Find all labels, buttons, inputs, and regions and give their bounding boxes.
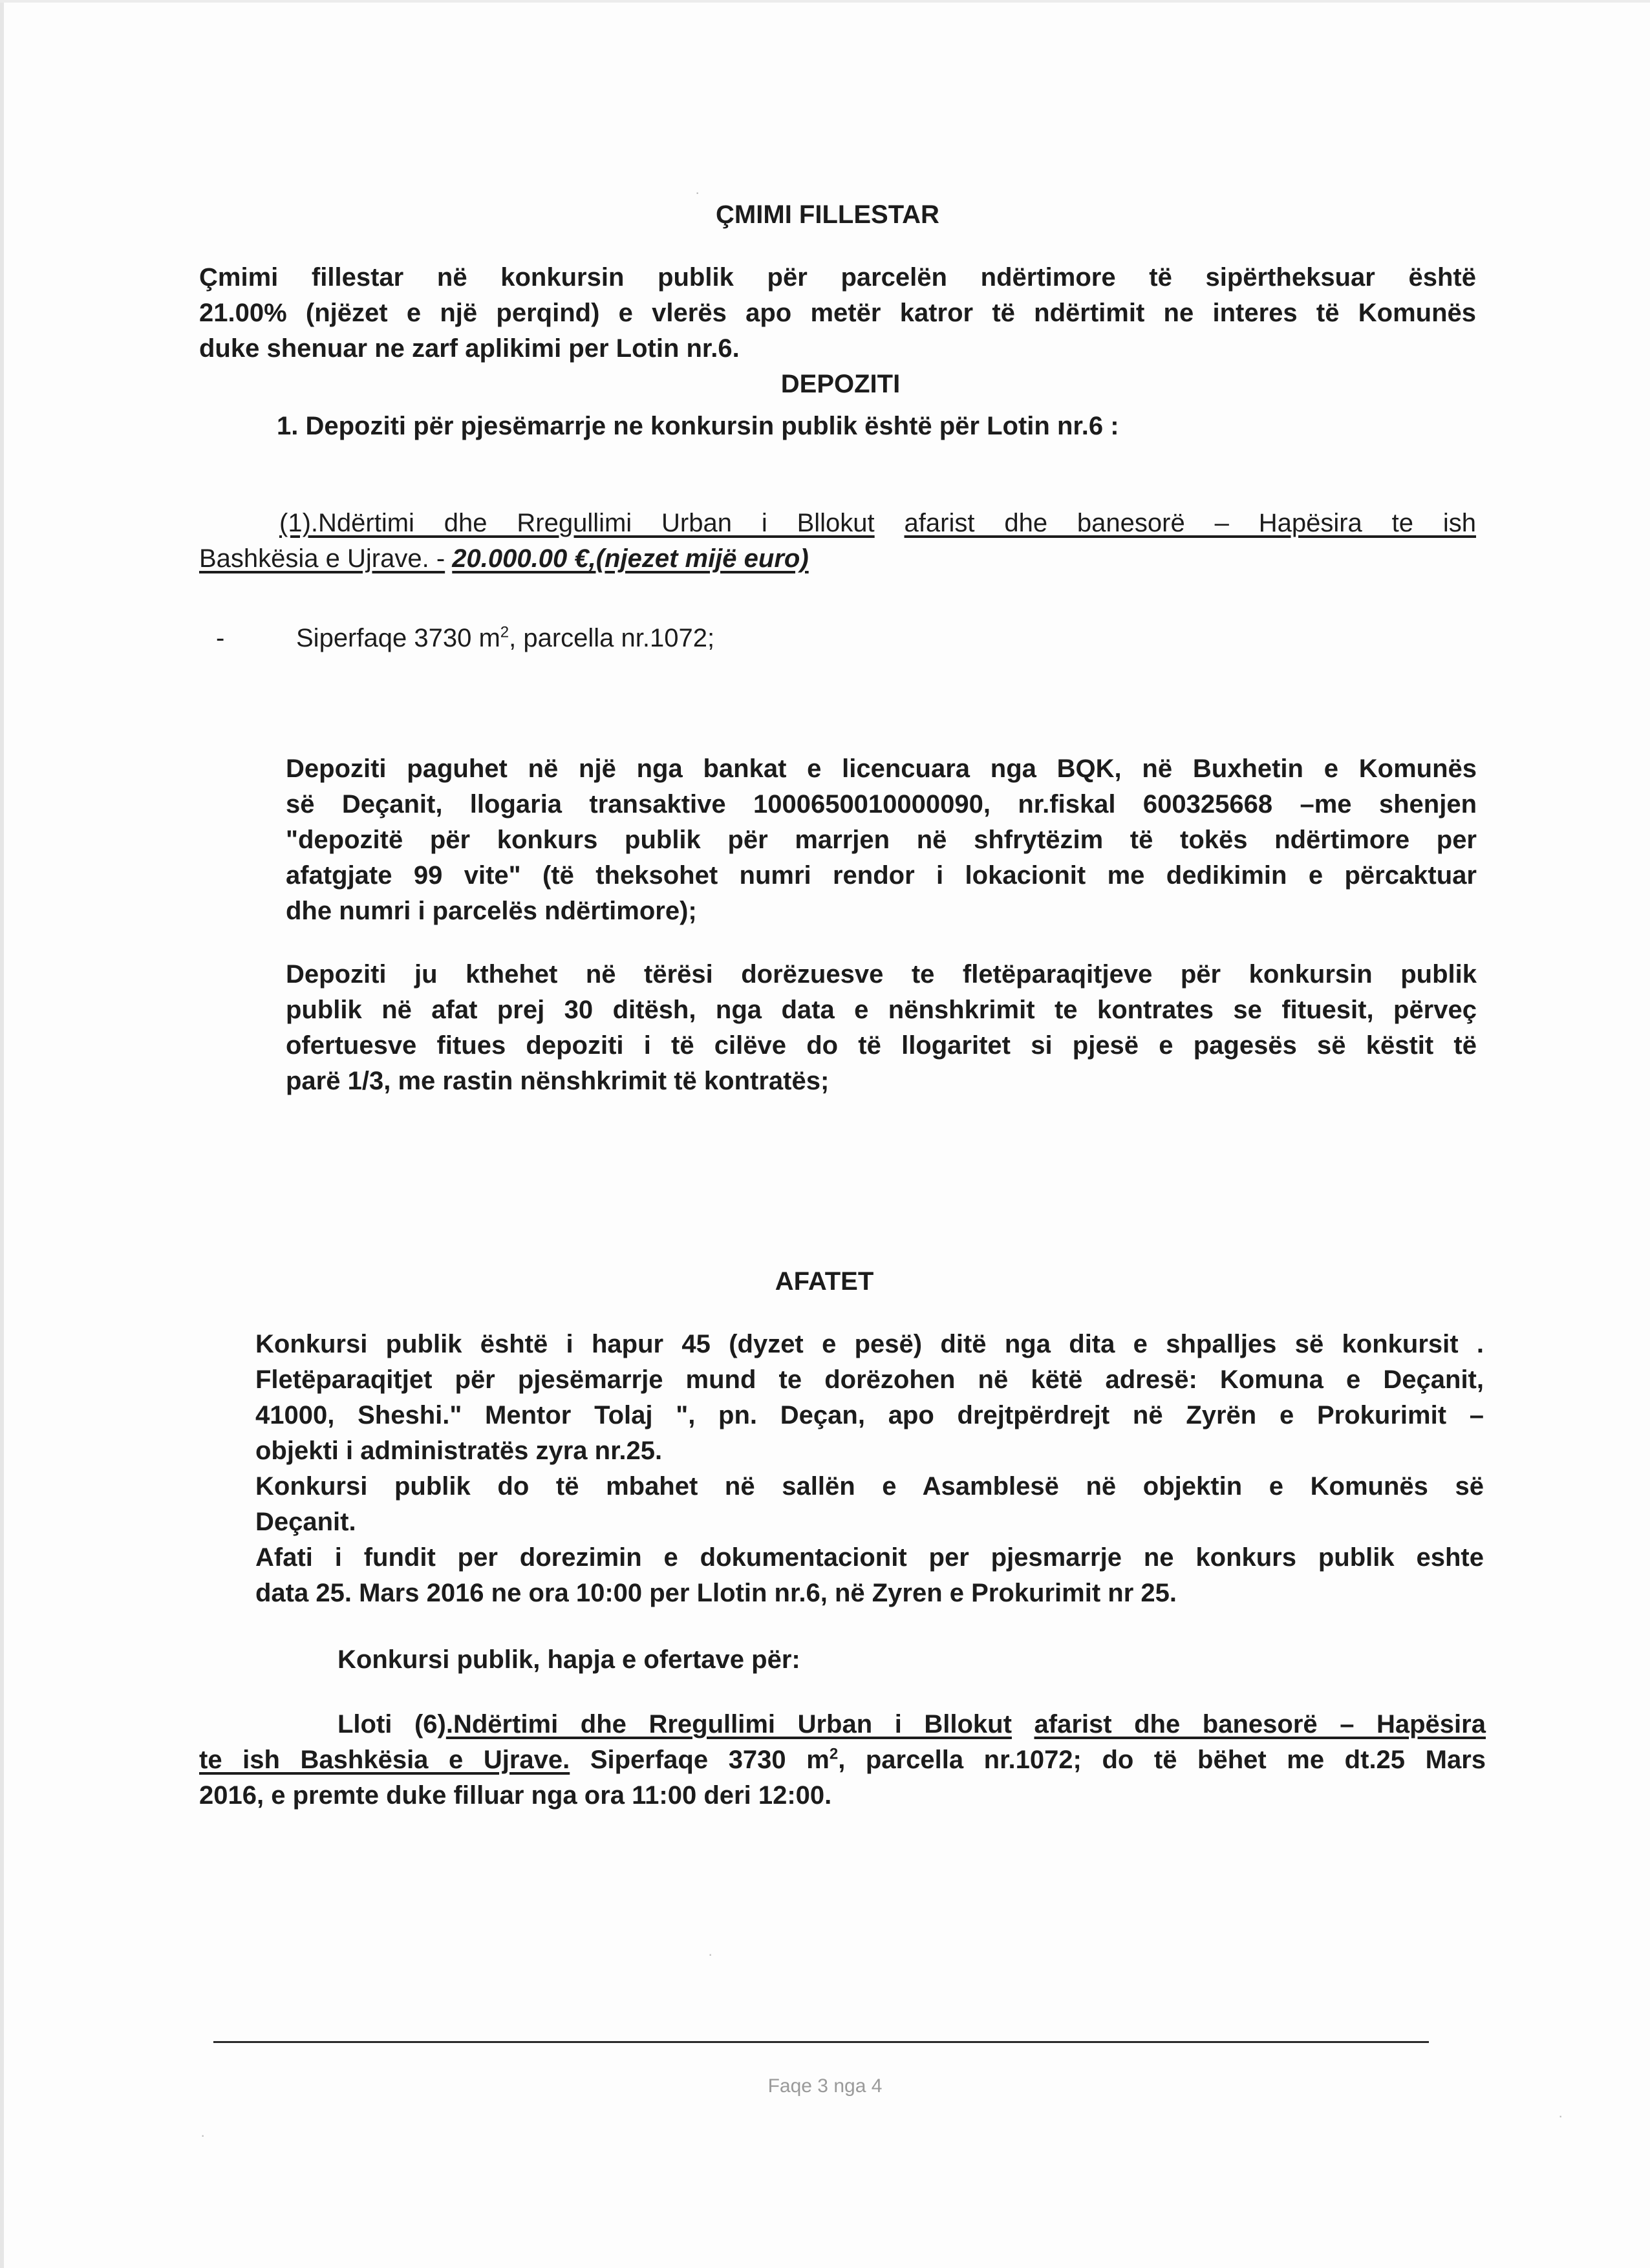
scan-edge-left — [0, 0, 4, 2268]
afatet-line-7: Afati i fundit per dorezimin e dokumentacionit per pjesmarrje ne konkurs publik eshte — [255, 1543, 1484, 1572]
scan-speck: · — [200, 2127, 206, 2143]
opening-lot-rest: , parcella nr.1072; do të bëhet me dt.25 Mars — [838, 1746, 1486, 1774]
return-line-4: parë 1/3, me rastin nënshkrimit të kontratës; — [286, 1067, 830, 1095]
cmimi-line-3: duke shenuar ne zarf aplikimi per Lotin nr.6. — [199, 334, 740, 363]
paragraph-cmimi — [199, 260, 1476, 367]
afatet-line-4: objekti i administratës zyra nr.25. — [255, 1437, 663, 1465]
depoziti-lot-description — [199, 506, 1476, 577]
paragraph-afatet — [255, 1327, 1484, 1611]
payment-line-2: së Deçanit, llogaria transaktive 1000650010000090, nr.fiskal 600325668 –me shenjen — [286, 790, 1477, 818]
opening-lot-bashkesia: te ish Bashkësia e Ujrave. — [199, 1746, 570, 1774]
scan-edge-top — [0, 0, 1650, 3]
lot-desc-line-2 — [199, 541, 1476, 577]
afatet-line-2: Fletëparaqitjet për pjesëmarrje mund te dorëzohen në këtë adresë: Komuna e Deçanit, — [255, 1365, 1484, 1394]
lot-desc-title: (1).Ndërtimi dhe Rregullimi Urban i Bllokut — [279, 509, 875, 537]
return-line-1: Depoziti ju kthehet në tërësi dorëzuesve te fletëparaqitjeve për konkursin publik — [286, 960, 1477, 989]
afatet-line-1: Konkursi publik është i hapur 45 (dyzet e pesë) ditë nga dita e shpalljes së konkursit . — [255, 1330, 1484, 1358]
opening-lot-title-rest: afarist dhe banesorë – Hapësira — [1034, 1710, 1486, 1738]
scan-speck: · — [708, 1946, 713, 1962]
payment-line-1: Depoziti paguhet në një nga bankat e licencuara nga BQK, në Buxhetin e Komunës — [286, 754, 1477, 783]
cmimi-line-1: Çmimi fillestar në konkursin publik për parcelën ndërtimore të sipërtheksuar është — [199, 263, 1476, 292]
afatet-line-5: Konkursi publik do të mbahet në sallën e Asamblesë në objektin e Komunës së — [255, 1472, 1484, 1501]
heading-depoziti: DEPOZITI — [780, 370, 901, 398]
bullet-surface-sup: 2 — [500, 623, 509, 641]
payment-line-4: afatgjate 99 vite" (të theksohet numri rendor i lokacionit me dedikimin e përcaktuar — [286, 861, 1477, 890]
scan-speck: · — [1558, 2108, 1563, 2124]
opening-lot-sup: 2 — [829, 1745, 839, 1763]
lot-desc-line-1 — [199, 506, 1476, 541]
footer-page-number: Faqe 3 nga 4 — [767, 2075, 883, 2097]
paragraph-opening-lot — [199, 1707, 1486, 1813]
lot-desc-title-rest: afarist dhe banesorë – Hapësira te ish — [904, 509, 1476, 537]
bullet-surface-b: , parcella nr.1072; — [509, 624, 715, 652]
paragraph-depoziti-payment — [286, 751, 1477, 929]
heading-afatet: AFATET — [775, 1267, 874, 1296]
lot-desc-bashkesia: Bashkësia e Ujrave. - — [199, 544, 445, 573]
opening-lot-line-1 — [199, 1707, 1486, 1742]
afatet-line-3: 41000, Sheshi." Mentor Tolaj ", pn. Deçan, apo drejtpërdrejt në Zyrën e Prokurimit – — [255, 1401, 1484, 1429]
payment-line-5: dhe numri i parcelës ndërtimore); — [286, 897, 697, 925]
footer-rule — [213, 2041, 1429, 2043]
afatet-line-6: Deçanit. — [255, 1508, 356, 1536]
return-line-3: ofertuesve fitues depoziti i të cilëve do të llogaritet si pjesë e pagesës së këstit të — [286, 1031, 1477, 1060]
return-line-2: publik në afat prej 30 ditësh, nga data e nënshkrimit te kontrates se fituesit, përveç — [286, 996, 1477, 1024]
bullet-dash: - — [216, 624, 225, 652]
opening-label: Konkursi publik, hapja e ofertave për: — [338, 1645, 800, 1674]
depoziti-item-1: 1. Depoziti për pjesëmarrje ne konkursin publik është për Lotin nr.6 : — [277, 412, 1119, 440]
bullet-surface-a: Siperfaqe 3730 m — [296, 624, 500, 652]
cmimi-line-2: 21.00% (njëzet e një perqind) e vlerës apo metër katror të ndërtimit ne interes të Komunës — [199, 299, 1476, 327]
payment-line-3: "depozitë për konkurs publik për marrjen në shfrytëzim të tokës ndërtimore per — [286, 826, 1477, 854]
heading-cmimi-fillestar: ÇMIMI FILLESTAR — [716, 200, 939, 229]
opening-lot-line-3: 2016, e premte duke filluar nga ora 11:00 deri 12:00. — [199, 1781, 832, 1810]
opening-lot-title: .Ndërtimi dhe Rregullimi Urban i Bllokut — [445, 1710, 1012, 1738]
lot-deposit-amount: 20.000.00 €,(njezet mijë euro) — [452, 544, 809, 573]
paragraph-depoziti-return — [286, 957, 1477, 1099]
opening-lot-prefix: Lloti (6) — [338, 1710, 446, 1738]
opening-lot-line-2 — [199, 1742, 1486, 1778]
afatet-line-8: data 25. Mars 2016 ne ora 10:00 per Llotin nr.6, në Zyren e Prokurimit nr 25. — [255, 1579, 1177, 1607]
scan-speck: · — [695, 184, 700, 200]
opening-lot-surface: Siperfaqe 3730 m — [570, 1746, 830, 1774]
bullet-surface — [296, 621, 1072, 656]
